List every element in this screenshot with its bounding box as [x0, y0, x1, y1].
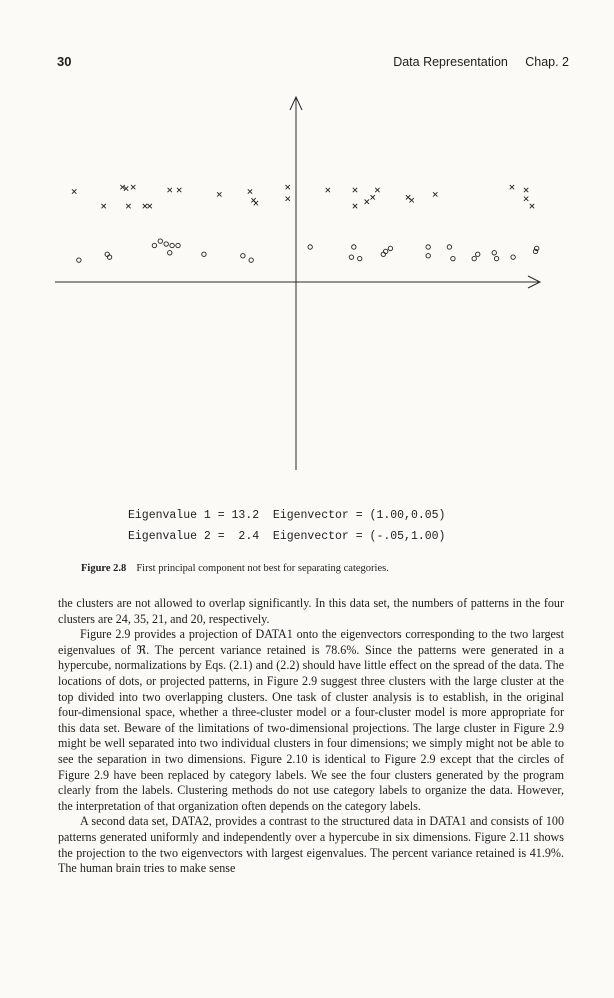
x-point: [510, 185, 514, 189]
circle-point: [176, 243, 180, 247]
circle-point: [105, 252, 109, 256]
circle-point: [168, 251, 172, 255]
x-point: [248, 189, 252, 193]
circle-point: [381, 252, 385, 256]
circle-point: [249, 258, 253, 262]
body-text: [58, 596, 564, 877]
x-point: [524, 188, 528, 192]
page-number: 30: [57, 54, 72, 69]
x-point: [286, 185, 290, 189]
circle-point: [77, 258, 81, 262]
figure-caption: [81, 563, 389, 574]
circle-point: [476, 252, 480, 256]
circle-point: [170, 243, 174, 247]
circle-point: [202, 252, 206, 256]
circle-point: [349, 255, 353, 259]
x-point: [177, 188, 181, 192]
x-point: [72, 189, 76, 193]
circle-point: [358, 256, 362, 260]
circle-point: [164, 242, 168, 246]
circle-point: [426, 254, 430, 258]
x-point: [168, 188, 172, 192]
eigen-line-2: Eigenvalue 2 = 2.4 Eigenvector = (-.05,1.00): [128, 530, 446, 543]
x-point: [131, 185, 135, 189]
circle-point: [472, 256, 476, 260]
chapter-label: Chap. 2: [525, 55, 569, 69]
circle-point: [152, 243, 156, 247]
circle-point: [158, 239, 162, 243]
x-point: [217, 192, 221, 196]
x-point: [524, 197, 528, 201]
paragraph-3: A second data set, DATA2, provides a contrast to the structured data in DATA1 and consists of 100 patterns generated uniformly and independently over a hypercube in six dimensions. Figure 2.11 shows the projection to the two eigenvectors with largest eigenvalues. The percent variance retained is 41.9%. The human brain tries to make sense: [58, 814, 564, 876]
circle-point: [383, 249, 387, 253]
circle-point: [426, 245, 430, 249]
x-point: [353, 204, 357, 208]
x-point: [375, 188, 379, 192]
circle-point: [308, 245, 312, 249]
paragraph-1: the clusters are not allowed to overlap significantly. In this data set, the numbers of patterns in the four clusters are 24, 35, 21, and 20, respectively.: [58, 596, 564, 626]
x-point: [530, 204, 534, 208]
x-point: [101, 204, 105, 208]
circle-point: [492, 251, 496, 255]
circle-point: [107, 255, 111, 259]
plot-axes: [55, 97, 540, 470]
x-point: [326, 188, 330, 192]
caption-text: First principal component not best for separating categories.: [136, 563, 389, 574]
circle-point: [494, 256, 498, 260]
caption-label: Figure 2.8: [81, 563, 127, 574]
x-point: [433, 192, 437, 196]
paragraph-2: Figure 2.9 provides a projection of DATA1 onto the eigenvectors corresponding to the two largest eigenvalues of ℜ. The percent variance retained is 78.6%. Since the patterns were generated in a hypercube, normalizations by Eqs. (2.1) and (2.2) should have little effect on the spread of the data. The locations of dots, or projected patterns, in Figure 2.9 suggest three clusters with the large cluster at the top divided into two overlapping clusters. One task of cluster analysis is to establish, in the original four-dimensional space, whether a three-cluster model or a four-cluster model is more appropriate for this data set. Beware of the limitations of two-dimensional projections. The large cluster in Figure 2.9 might be well separated into two individual clusters in four dimensions; we simply might not be able to see the separation in two dimensions. Figure 2.10 is identical to Figure 2.9 except that the circles of Figure 2.9 have been replaced by category labels. We see the four clusters generated by the program clearly from the labels. Clustering methods do not use category labels to organize the data. However, the interpretation of that organization often depends on the category labels.: [58, 627, 564, 813]
x-point: [147, 204, 151, 208]
data-points: [72, 185, 539, 262]
x-point: [365, 200, 369, 204]
circle-point: [352, 245, 356, 249]
circle-point: [511, 255, 515, 259]
x-point: [371, 195, 375, 199]
circle-point: [241, 254, 245, 258]
x-point: [353, 188, 357, 192]
x-point: [254, 201, 258, 205]
circle-point: [451, 256, 455, 260]
circle-point: [447, 245, 451, 249]
x-point: [143, 204, 147, 208]
running-title: Data Representation: [393, 55, 508, 69]
x-point: [126, 204, 130, 208]
eigen-line-1: Eigenvalue 1 = 13.2 Eigenvector = (1.00,0.05): [128, 509, 446, 522]
x-point: [286, 197, 290, 201]
x-point: [409, 198, 413, 202]
circle-point: [388, 246, 392, 250]
